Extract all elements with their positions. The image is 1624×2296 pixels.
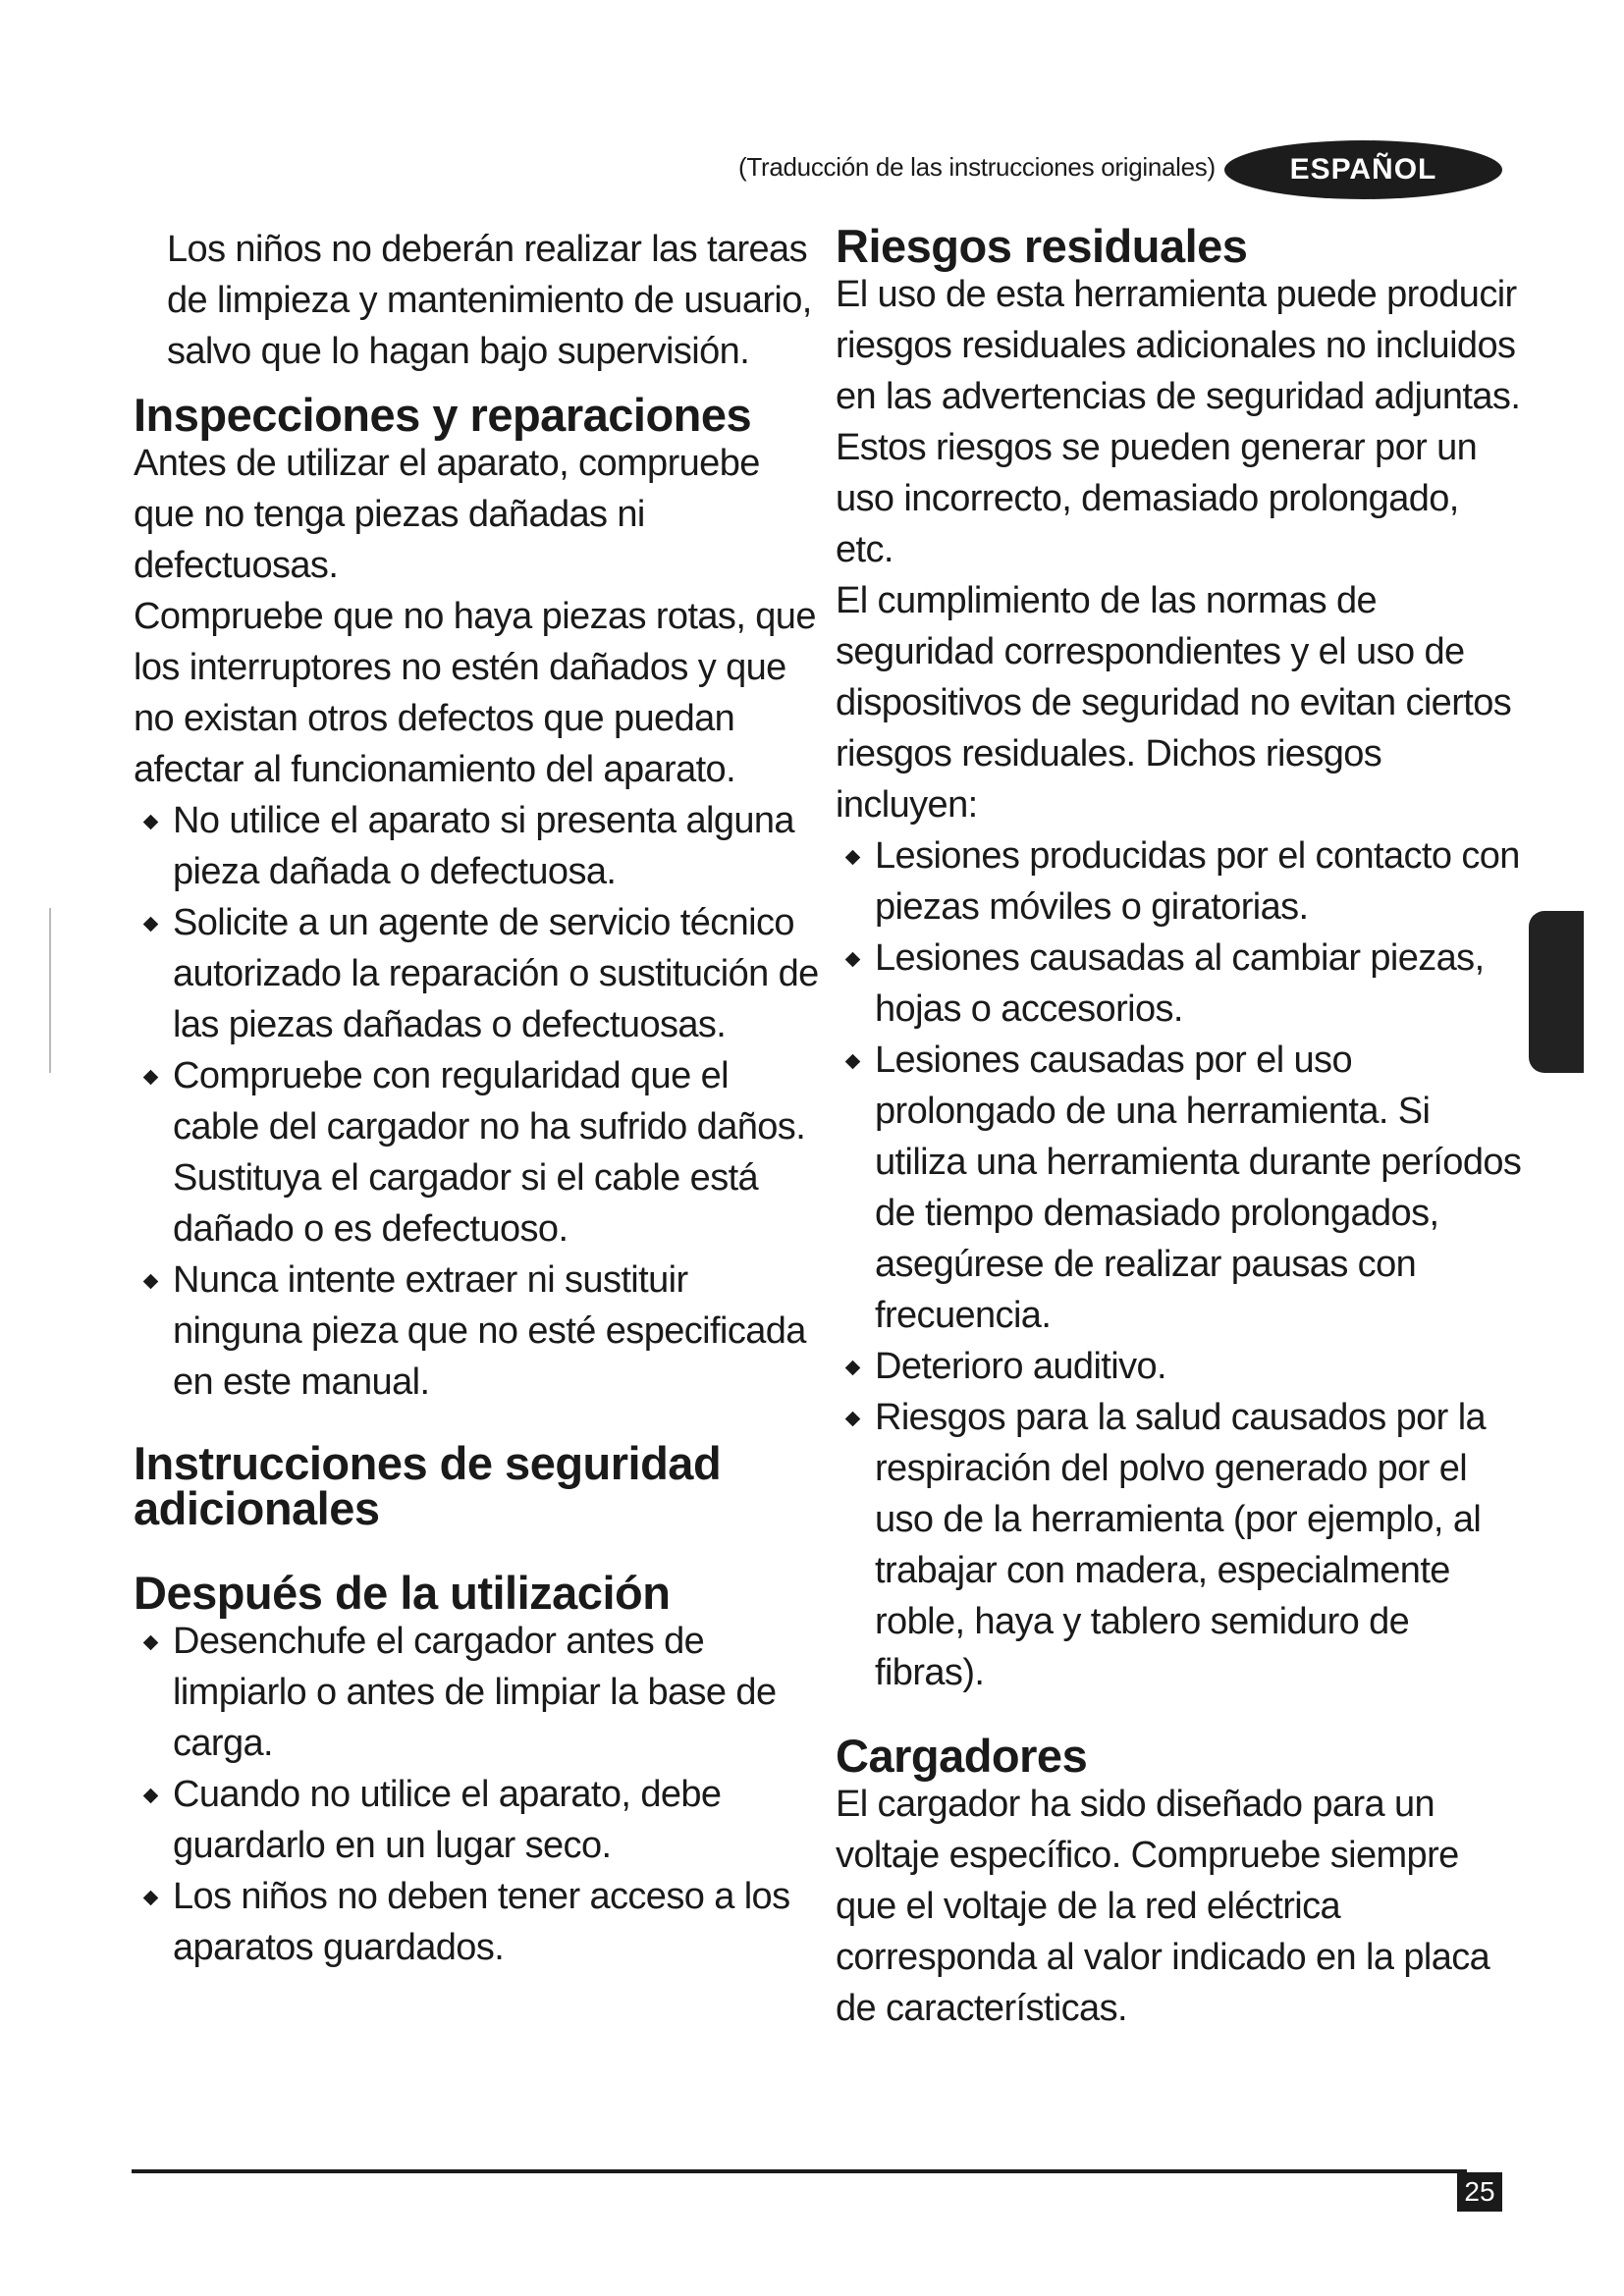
list-item: Cuando no utilice el aparato, debe guardarlo en un lugar seco. <box>134 1769 821 1871</box>
list-item: Lesiones causadas al cambiar piezas, hojas o accesorios. <box>836 933 1523 1035</box>
chargers-paragraph: El cargador ha sido diseñado para un voltaje específico. Compruebe siempre que el voltaje de la red eléctrica corresponda al valor indicado en la placa de características. <box>836 1784 1490 2029</box>
footer-rule <box>132 2169 1467 2173</box>
list-item: Solicite a un agente de servicio técnico autorizado la reparación o sustitución de las piezas dañadas o defectuosas. <box>134 897 821 1050</box>
diamond-bullet-icon <box>845 952 861 968</box>
residual-risks-list <box>836 830 1523 1698</box>
list-item: Riesgos para la salud causados por la respiración del polvo generado por el uso de la herramienta (por ejemplo, al trabajar con madera, especialmente roble, haya y tablero semiduro de fibras). <box>836 1392 1523 1698</box>
list-item: No utilice el aparato si presenta alguna pieza dañada o defectuosa. <box>134 795 821 897</box>
list-item: Deterioro auditivo. <box>836 1341 1523 1392</box>
section-tab-marker <box>1529 911 1584 1073</box>
diamond-bullet-icon <box>143 917 159 933</box>
residual-risks-paragraph-2: El cumplimiento de las normas de seguridad correspondientes y el uso de dispositivos de seguridad no evitan ciertos riesgos residuales. Dichos riesgos incluyen: <box>836 580 1512 826</box>
diamond-bullet-icon <box>143 1891 159 1906</box>
list-item: Desenchufe el cargador antes de limpiarlo o antes de limpiar la base de carga. <box>134 1616 821 1769</box>
diamond-bullet-icon <box>143 1635 159 1651</box>
after-use-list <box>134 1616 821 1973</box>
after-use-heading: Después de la utilización <box>134 1567 671 1619</box>
inspections-paragraph-1: Antes de utilizar el aparato, compruebe que no tenga piezas dañadas ni defectuosas. <box>134 443 760 586</box>
diamond-bullet-icon <box>143 1274 159 1290</box>
inspections-heading: Inspecciones y reparaciones <box>134 389 752 441</box>
list-item: Los niños no deben tener acceso a los aparatos guardados. <box>134 1871 821 1973</box>
additional-safety-heading: Instrucciones de seguridad adicionales <box>134 1437 722 1534</box>
language-badge: ESPAÑOL <box>1224 140 1502 199</box>
residual-risks-heading: Riesgos residuales <box>836 220 1248 272</box>
left-column <box>134 224 821 1973</box>
list-item: Lesiones producidas por el contacto con piezas móviles o giratorias. <box>836 830 1523 933</box>
list-item: Compruebe con regularidad que el cable del cargador no ha sufrido daños. Sustituya el cargador si el cable está dañado o es defectuoso. <box>134 1050 821 1255</box>
inspections-paragraph-2: Compruebe que no haya piezas rotas, que los interruptores no estén dañados y que no existan otros defectos que puedan afectar al funcionamiento del aparato. <box>134 596 816 790</box>
diamond-bullet-icon <box>845 1361 861 1376</box>
page-number: 25 <box>1457 2172 1502 2212</box>
diamond-bullet-icon <box>143 1070 159 1086</box>
list-item: Nunca intente extraer ni sustituir ninguna pieza que no esté especificada en este manual. <box>134 1255 821 1408</box>
margin-line <box>49 908 51 1073</box>
inspections-list <box>134 795 821 1408</box>
diamond-bullet-icon <box>143 1789 159 1804</box>
diamond-bullet-icon <box>845 1054 861 1070</box>
diamond-bullet-icon <box>845 850 861 866</box>
residual-risks-paragraph-1: El uso de esta herramienta puede producir riesgos residuales adicionales no incluidos en las advertencias de seguridad adjuntas. Estos riesgos se pueden generar por un uso incorrecto, demasiado prolongado, etc. <box>836 274 1521 570</box>
diamond-bullet-icon <box>143 815 159 830</box>
list-item: Lesiones causadas por el uso prolongado de una herramienta. Si utiliza una herramienta durante períodos de tiempo demasiado prolongados, asegúrese de realizar pausas con frecuencia. <box>836 1035 1523 1341</box>
chargers-heading: Cargadores <box>836 1730 1088 1782</box>
children-cleaning-note: Los niños no deberán realizar las tareas de limpieza y mantenimiento de usuario, salvo que lo hagan bajo supervisión. <box>167 229 812 372</box>
translation-note: (Traducción de las instrucciones originales) <box>738 152 1216 182</box>
diamond-bullet-icon <box>845 1412 861 1427</box>
right-column <box>836 220 1523 2034</box>
